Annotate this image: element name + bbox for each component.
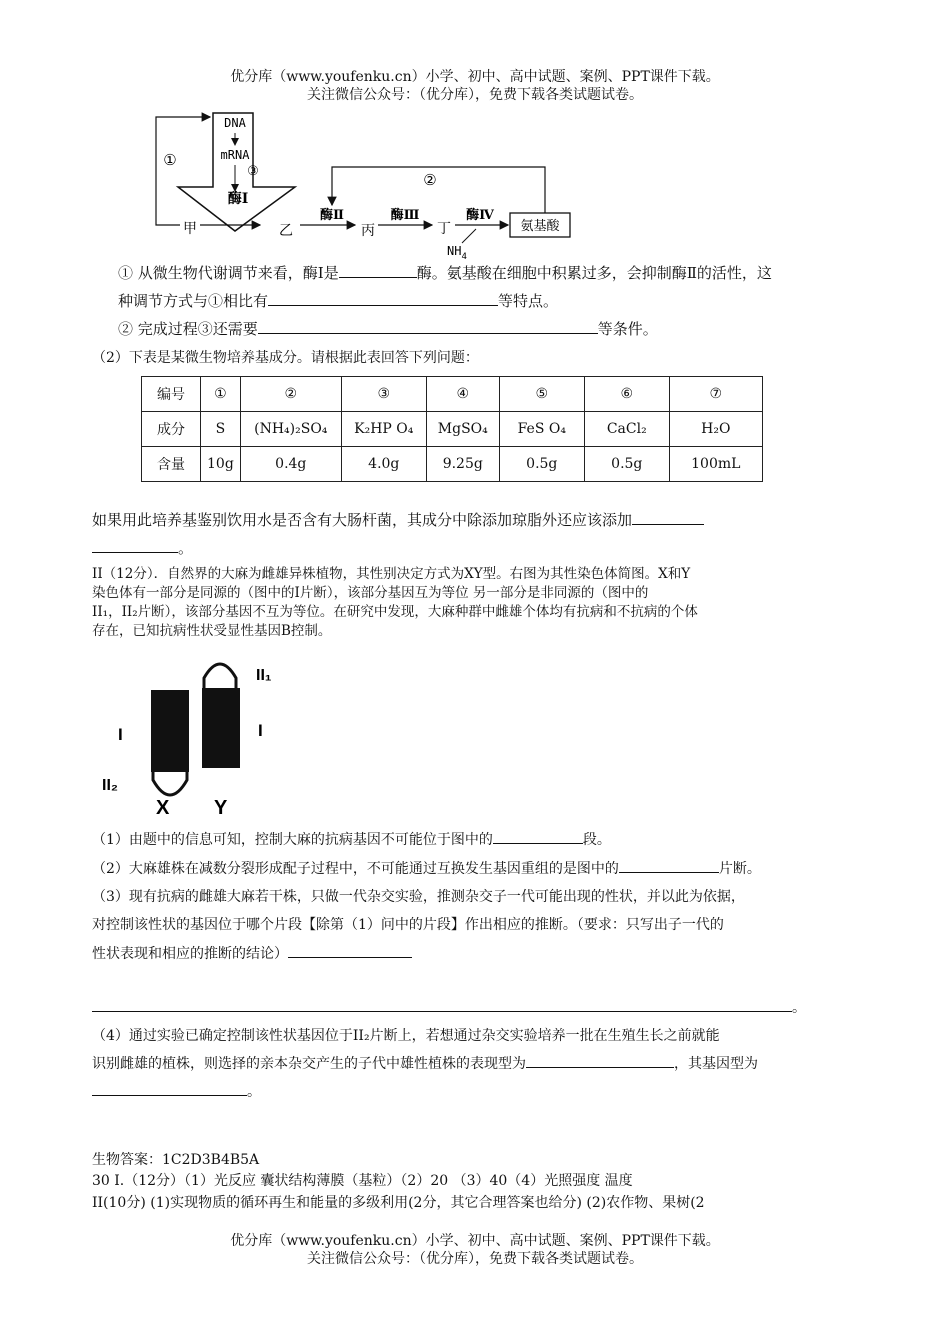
medium-table <box>141 376 763 482</box>
table-cell: 4.0g <box>341 447 426 482</box>
q2-intro: （2）下表是某微生物培养基成分。请根据此表回答下列问题： <box>92 350 479 366</box>
footer-line-1: 优分库（www.youfenku.cn）小学、初中、高中试题、案例、PPT课件下载。 <box>230 1233 720 1249</box>
q2-after: 如果用此培养基鉴别饮用水是否含有大肠杆菌，其成分中除添加琼脂外还应该添加 <box>92 506 862 534</box>
i-left-label: I <box>118 725 123 744</box>
part2-line-2: 染色体有一部分是同源的（图中的Ⅰ片断），该部分基因互为等位 另一部分是非同源的（图中的 <box>92 585 649 601</box>
mrna-label: mRNA <box>220 148 250 162</box>
question-3-answer-line: 。 <box>92 994 862 1022</box>
bing-label: 丙 <box>361 223 375 239</box>
header-line-1: 优分库（www.youfenku.cn）小学、初中、高中试题、案例、PPT课件下载。 <box>230 69 720 85</box>
table-cell: 9.25g <box>426 447 499 482</box>
table-cell: 编号 <box>142 377 201 412</box>
table-cell: ② <box>240 377 341 412</box>
feedback-arrow-2 <box>332 167 545 213</box>
y-chromosome-homologous <box>202 688 240 768</box>
amino-acid-label: 氨基酸 <box>520 219 560 234</box>
step-1-label: ① <box>163 151 177 169</box>
enzyme-4-label: 酶Ⅳ <box>466 208 494 223</box>
table-cell: 100mL <box>669 447 762 482</box>
dna-label: DNA <box>224 116 246 130</box>
ii1-label: II₁ <box>256 667 272 684</box>
answers-line-2: 30 I.（12分）（1）光反应 囊状结构薄膜（基粒）（2）20 （3）40（4）光照强度 温度 <box>92 1173 633 1189</box>
question-4-c: 。 <box>92 1078 862 1106</box>
question-3-a: （3）现有抗病的雌雄大麻若干株，只做一代杂交实验，推测杂交子一代可能出现的性状，并以此为依据， <box>92 889 745 905</box>
x-chromosome-nonhomologous <box>153 772 187 795</box>
answers-line-1: 生物答案：1C2D3B4B5A <box>92 1152 260 1168</box>
table-cell: 0.4g <box>240 447 341 482</box>
ii2-label: II₂ <box>102 777 118 794</box>
table-cell: 10g <box>201 447 241 482</box>
gene-expression-arrow-shape <box>178 113 295 231</box>
enzyme-3-label: 酶Ⅲ <box>390 208 420 223</box>
step-3-label: ③ <box>247 164 259 179</box>
yi-label: 乙 <box>279 223 293 239</box>
table-cell: ⑤ <box>499 377 584 412</box>
question-4-b: 识别雌雄的植株，则选择的亲本杂交产生的子代中雄性植株的表现型为 ，其基因型为 <box>92 1050 862 1078</box>
table-cell: CaCl₂ <box>584 412 669 447</box>
table-cell: ③ <box>341 377 426 412</box>
table-cell: ① <box>201 377 241 412</box>
ding-label: 丁 <box>437 221 451 237</box>
table-cell: MgSO₄ <box>426 412 499 447</box>
table-cell: S <box>201 412 241 447</box>
part2-line-1: II（12分）．自然界的大麻为雌雄异株植物，其性别决定方式为XY型。右图为其性染色体简图。X和Y <box>92 566 691 582</box>
table-cell: ④ <box>426 377 499 412</box>
question-3-c: 性状表现和相应的推断的结论） <box>92 940 862 968</box>
table-cell: 成分 <box>142 412 201 447</box>
nh4-arrow <box>462 229 476 243</box>
metabolic-pathway-diagram <box>140 105 580 265</box>
table-row <box>142 447 763 482</box>
q1-line-c: ② 完成过程③还需要 等条件。 <box>118 315 888 343</box>
table-cell: H₂O <box>669 412 762 447</box>
feedback-arrow-1 <box>156 117 210 225</box>
x-chromosome-homologous <box>151 690 189 772</box>
chromosome-diagram <box>96 652 306 817</box>
enzyme-2-label: 酶Ⅱ <box>320 208 344 223</box>
enzyme-1-label: 酶Ⅰ <box>227 191 249 207</box>
part2-line-4: 存在，已知抗病性状受显性基因B控制。 <box>92 623 332 639</box>
question-1: （1）由题中的信息可知，控制大麻的抗病基因不可能位于图中的 段。 <box>92 826 862 854</box>
q1-line-a: ① 从微生物代谢调节来看，酶Ⅰ是 酶。氨基酸在细胞中积累过多，会抑制酶Ⅱ的活性，这 <box>118 259 878 287</box>
table-cell: ⑥ <box>584 377 669 412</box>
footer-line-2: 关注微信公众号：（优分库），免费下载各类试题试卷。 <box>307 1251 643 1267</box>
answers-line-3: II(10分) (1)实现物质的循环再生和能量的多级利用(2分，其它合理答案也给分) (2)农作物、果树(2 <box>92 1195 705 1211</box>
y-chromosome-nonhomologous <box>204 664 236 688</box>
q1-line-b: 种调节方式与①相比有 等特点。 <box>118 287 888 315</box>
x-label: X <box>156 797 170 817</box>
jia-label: 甲 <box>183 221 197 237</box>
table-row <box>142 377 763 412</box>
table-cell: 0.5g <box>499 447 584 482</box>
question-4-a: （4）通过实验已确定控制该性状基因位于II₂片断上，若想通过杂交实验培养一批在生殖生长之前就能 <box>92 1028 720 1044</box>
q2-after-end: 。 <box>92 534 862 562</box>
nh4-label: $NH_4$ <box>447 244 467 262</box>
table-row <box>142 412 763 447</box>
question-2: （2）大麻雄株在减数分裂形成配子过程中，不可能通过互换发生基因重组的是图中的 片断。 <box>92 855 862 883</box>
table-cell: K₂HP O₄ <box>341 412 426 447</box>
table-cell: 含量 <box>142 447 201 482</box>
header-line-2: 关注微信公众号：（优分库），免费下载各类试题试卷。 <box>307 87 643 103</box>
table-cell: FeS O₄ <box>499 412 584 447</box>
table-cell: 0.5g <box>584 447 669 482</box>
table-cell: (NH₄)₂SO₄ <box>240 412 341 447</box>
i-right-label: I <box>258 721 263 740</box>
y-label: Y <box>214 797 228 817</box>
part2-line-3: II₁，II₂片断），该部分基因不互为等位。在研究中发现，大麻种群中雌雄个体均有抗病和不抗病的个体 <box>92 604 698 620</box>
table-cell: ⑦ <box>669 377 762 412</box>
step-2-label: ② <box>423 171 437 189</box>
question-3-b: 对控制该性状的基因位于哪个片段【除第（1）问中的片段】作出相应的推断。（要求：只写出子一代的 <box>92 917 724 933</box>
